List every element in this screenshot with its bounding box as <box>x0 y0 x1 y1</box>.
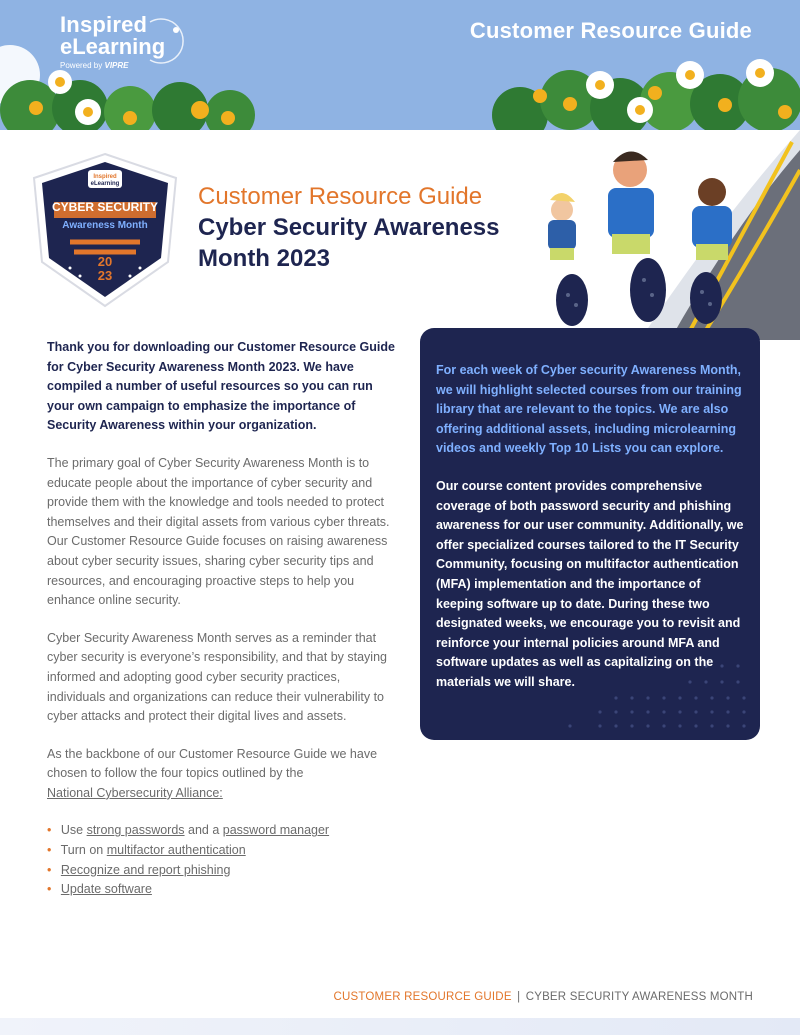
logo-powered-by: Powered by VIPRE <box>60 61 129 70</box>
title-subheading: Customer Resource Guide <box>198 183 483 210</box>
reminder-paragraph: Cyber Security Awareness Month serves as a reminder that cyber security is everyone’s responsibility, and that by staying informed and adopting good cyber security practices, individuals and organizations can reduce their vulnerability to cyber attacks and protect their digital lives and assets. <box>47 630 387 724</box>
list-item: • Use strong passwords and a password manager <box>47 821 399 841</box>
runners-illustration <box>520 130 800 340</box>
page-title: Cyber Security Awareness Month 2023 <box>198 214 500 272</box>
backbone-paragraph <box>47 745 399 804</box>
panel-content <box>436 361 750 693</box>
panel-weekly-highlights: For each week of Cyber security Awareness Month, we will highlight selected courses from our training library that are relevant to the topics. We are also offering additional assets, including microlearning videos and weekly Top 10 Lists you can explore. <box>436 363 742 456</box>
badge-mini-logo-2: eLearning <box>90 181 120 187</box>
national-cybersecurity-alliance-link[interactable]: National Cybersecurity Alliance: <box>47 785 223 800</box>
update-software-link[interactable]: Update software <box>60 882 152 897</box>
topics-list <box>47 821 399 899</box>
footer-guide-label: CUSTOMER RESOURCE GUIDE <box>333 991 512 1003</box>
cyber-security-badge <box>30 150 180 310</box>
backbone-text: As the backbone of our Customer Resource Guide we have chosen to follow the four topics outlined by the <box>47 746 378 781</box>
list-item <box>47 880 399 900</box>
strong-passwords-link[interactable]: strong passwords <box>86 823 185 838</box>
footer-month-label: CYBER SECURITY AWARENESS MONTH <box>525 991 753 1003</box>
badge-line2: Awareness Month <box>62 220 148 231</box>
list-item <box>47 861 399 881</box>
badge-mini-logo-1: Inspired <box>93 174 117 180</box>
badge-year-top: 20 <box>97 254 113 269</box>
header-banner <box>0 0 800 130</box>
logo-line1: Inspired <box>60 12 148 37</box>
title-block <box>198 182 518 274</box>
brand-logo[interactable] <box>60 14 165 72</box>
recognize-phishing-link[interactable]: Recognize and report phishing <box>60 862 231 877</box>
intro-paragraph: Thank you for downloading our Customer Resource Guide for Cyber Security Awareness Month 2023. We have compiled a number of useful resources so you can run your own campaign to emphasize the importance of Security Awareness within your organization. <box>47 340 395 433</box>
bottom-bar <box>0 1018 800 1035</box>
goal-paragraph: The primary goal of Cyber Security Awareness Month is to educate people about the importance of cyber security and provide them with the knowledge and tools needed to protect themselves and their digital assets from various cyber threats. Our Customer Resource Guide focuses on raising awareness about cyber security issues, sharing cyber security tips and resources, and encouraging proactive steps to help you enhance online security. <box>47 455 390 608</box>
logo-line2: eLearning <box>60 34 166 59</box>
panel-course-content: Our course content provides comprehensive coverage of both password security and phishing awareness for our user community. Additionally, we offer specialized courses tailored to the IT Security Community, focusing on multifactor authentication (MFA) implementation and the importance of keeping software up to date. During these two designated weeks, we encourage you to revisit and reinforce your internal policies around MFA and software updates as well as capitalizing on the materials we will share. <box>436 478 744 689</box>
badge-line1: CYBER SECURITY <box>51 200 159 214</box>
info-panel <box>420 328 760 740</box>
multifactor-authentication-link[interactable]: multifactor authentication <box>106 843 246 858</box>
list-item: • Turn on multifactor authentication <box>47 841 399 861</box>
footer-separator: | <box>517 991 521 1003</box>
header-title: Customer Resource Guide <box>469 18 752 43</box>
left-column <box>47 338 399 900</box>
page-footer <box>334 991 754 1003</box>
badge-year-bottom: 23 <box>97 268 113 283</box>
password-manager-link[interactable]: password manager <box>222 823 330 838</box>
